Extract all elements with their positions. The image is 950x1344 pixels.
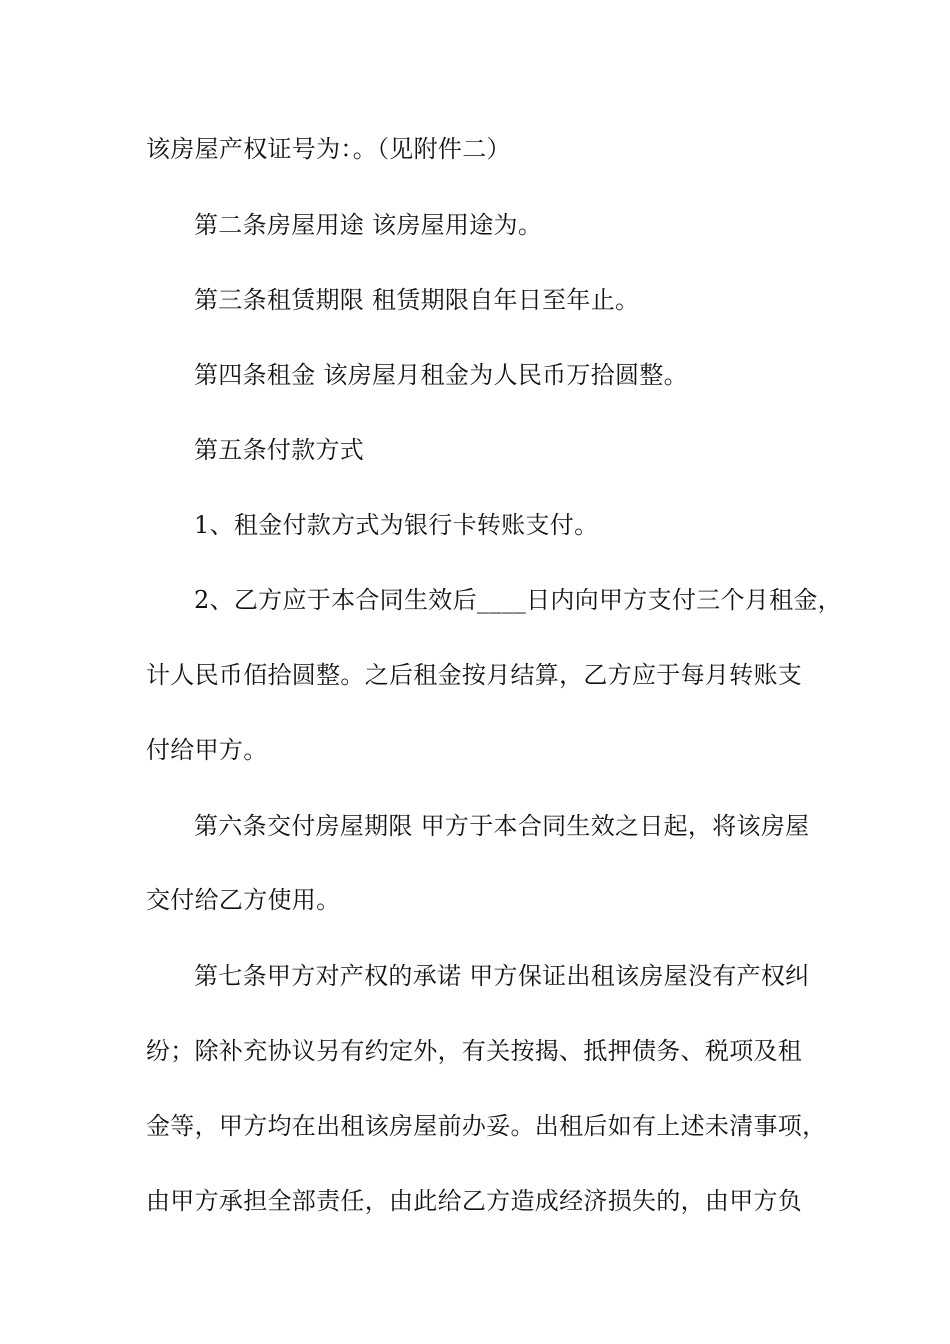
text-line-article-7-cont-c: 由甲方承担全部责任，由此给乙方造成经济损失的，由甲方负	[146, 1187, 803, 1215]
text-line-article-7-cont-b: 金等，甲方均在出租该房屋前办妥。出租后如有上述未清事项，	[146, 1112, 827, 1140]
text-line-item-1: 1、租金付款方式为银行卡转账支付。	[194, 511, 599, 539]
text-line-article-6-cont: 交付给乙方使用。	[146, 886, 341, 914]
text-line-article-7-cont-a: 纷；除补充协议另有约定外，有关按揭、抵押债务、税项及租	[146, 1037, 803, 1065]
text-line-item-2-cont-b: 付给甲方。	[146, 736, 268, 764]
text-line-article-2: 第二条房屋用途 该房屋用途为。	[194, 211, 543, 239]
text-line-property-cert: 该房屋产权证号为：。（见附件二）	[146, 135, 511, 163]
text-line-article-3: 第三条租赁期限 租赁期限自年日至年止。	[194, 286, 640, 314]
text-line-article-6: 第六条交付房屋期限 甲方于本合同生效之日起，将该房屋	[194, 812, 810, 840]
text-line-article-4: 第四条租金 该房屋月租金为人民币万拾圆整。	[194, 361, 688, 389]
text-line-item-2-cont-a: 计人民币佰拾圆整。之后租金按月结算，乙方应于每月转账支	[146, 661, 803, 689]
text-line-article-5: 第五条付款方式	[194, 436, 365, 464]
text-line-article-7: 第七条甲方对产权的承诺 甲方保证出租该房屋没有产权纠	[194, 962, 810, 990]
text-line-item-2: 2、乙方应于本合同生效后____日内向甲方支付三个月租金，	[194, 586, 842, 614]
